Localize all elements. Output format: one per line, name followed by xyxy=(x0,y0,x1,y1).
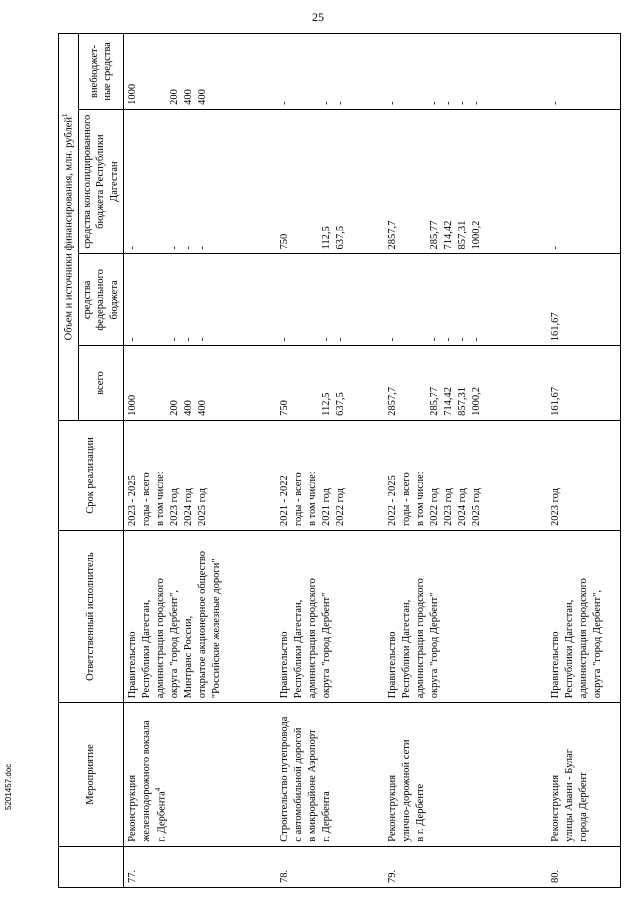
periods-line: 2022 год xyxy=(429,488,441,527)
federal-line: - xyxy=(443,337,455,342)
total-line: 1000 xyxy=(127,394,139,416)
extra-line: 400 xyxy=(183,89,195,105)
federal-line: 161,67 xyxy=(550,312,562,342)
executor-line: Республики Дагестан, xyxy=(141,599,153,699)
executor-line: Республики Дагестан, xyxy=(564,599,576,699)
table-row xyxy=(384,34,547,888)
extra-line xyxy=(140,38,154,105)
table-row xyxy=(276,34,385,888)
executor-line: округа "город Дербент" xyxy=(429,592,441,699)
regional-line: - xyxy=(169,245,181,250)
table-body xyxy=(124,34,621,888)
cell-event xyxy=(547,703,620,846)
header-no xyxy=(59,846,124,887)
total-line: 1000,2 xyxy=(471,386,483,416)
event-line: Реконструкция xyxy=(387,774,399,842)
periods-line: 2021 год xyxy=(320,488,332,527)
table-row xyxy=(124,34,276,888)
periods-line: годы - всего xyxy=(141,472,153,527)
cell-federal xyxy=(276,254,385,346)
extra-line: - xyxy=(471,101,483,105)
cell-event xyxy=(276,703,385,846)
total-line: 750 xyxy=(278,400,290,416)
document-id: 5201457.doc xyxy=(4,763,13,810)
federal-line xyxy=(400,258,414,341)
federal-line: - xyxy=(457,337,469,342)
cell-periods xyxy=(276,420,385,530)
executor-line: Правительство xyxy=(387,631,399,699)
extra-line: - xyxy=(443,101,455,105)
event-line: г. Дербента$^4$ xyxy=(154,787,168,842)
regional-line xyxy=(400,114,414,250)
cell-total xyxy=(276,346,385,421)
cell-extra xyxy=(276,34,385,110)
extra-line: 1000 xyxy=(127,83,139,105)
header-funding-footnote: 1 xyxy=(61,113,69,118)
total-line xyxy=(306,350,320,416)
cell-regional xyxy=(124,109,276,254)
executor-line: Правительство xyxy=(127,631,139,699)
periods-line: 2024 год xyxy=(457,488,469,527)
total-line xyxy=(400,350,414,416)
table-row xyxy=(547,34,620,888)
cell-no: 80. xyxy=(547,846,620,887)
federal-line: - xyxy=(169,337,181,342)
funding-table-rotated xyxy=(58,33,621,888)
periods-line: 2021 - 2022 xyxy=(278,475,290,527)
total-line: 112,5 xyxy=(320,392,332,416)
federal-line: - xyxy=(387,337,399,342)
footnote-marker: 4 xyxy=(154,787,163,792)
regional-line: 2857,7 xyxy=(387,220,399,250)
regional-line xyxy=(414,114,428,250)
periods-line: 2025 год xyxy=(197,488,209,527)
header-funding-group-label: Объем и источники финансирования, млн. рублей xyxy=(63,117,75,341)
header-total: всего xyxy=(78,346,123,421)
event-line: в микрорайоне Аэропорт xyxy=(306,729,318,842)
periods-line: 2023 год xyxy=(169,488,181,527)
cell-regional xyxy=(384,109,547,254)
total-line: 857,31 xyxy=(457,386,469,416)
executor-line: Правительство xyxy=(278,631,290,699)
event-line: улицы Авани - Булаг xyxy=(564,748,576,842)
cell-federal xyxy=(384,254,547,346)
executor-line: округа "город Дербент", xyxy=(169,589,181,699)
extra-line xyxy=(414,38,428,105)
cell-total xyxy=(384,346,547,421)
header-extra: внебюджет-ные средства xyxy=(78,34,123,110)
cell-regional xyxy=(276,109,385,254)
total-line: 714,42 xyxy=(443,386,455,416)
cell-extra xyxy=(384,34,547,110)
executor-line: администрация городского xyxy=(415,578,427,699)
federal-line xyxy=(306,258,320,341)
cell-periods xyxy=(547,420,620,530)
federal-line: - xyxy=(183,337,195,342)
extra-line: - xyxy=(387,101,399,105)
extra-line: - xyxy=(457,101,469,105)
cell-regional xyxy=(547,109,620,254)
regional-line xyxy=(140,114,154,250)
header-regional: средства консолидированного бюджета Республики Дагестан xyxy=(78,109,123,254)
federal-line xyxy=(292,258,306,341)
header-period: Срок реализации xyxy=(59,420,124,530)
periods-line: годы - всего xyxy=(401,472,413,527)
header-event: Мероприятие xyxy=(59,703,124,846)
periods-line: в том числе: xyxy=(415,471,427,527)
cell-federal xyxy=(547,254,620,346)
executor-line: Правительство xyxy=(550,631,562,699)
total-line: 161,67 xyxy=(550,386,562,416)
extra-line xyxy=(306,38,320,105)
executor-line: администрация городского xyxy=(155,578,167,699)
executor-line: администрация городского xyxy=(306,578,318,699)
header-federal: средства федерального бюджета xyxy=(78,254,123,346)
cell-extra xyxy=(547,34,620,110)
header-funding-group xyxy=(59,34,79,421)
event-line: Реконструкция xyxy=(127,774,139,842)
federal-line xyxy=(140,258,154,341)
executor-line: Минтранс России, xyxy=(183,615,195,699)
periods-line: 2022 - 2025 xyxy=(387,475,399,527)
extra-line: - xyxy=(550,101,562,105)
regional-line xyxy=(154,114,168,250)
cell-periods xyxy=(124,420,276,530)
periods-line: 2023 - 2025 xyxy=(127,475,139,527)
regional-line: - xyxy=(550,245,562,250)
regional-line xyxy=(292,114,306,250)
extra-line: - xyxy=(278,101,290,105)
periods-line: 2023 год xyxy=(443,488,455,527)
total-line: 400 xyxy=(197,400,209,416)
total-line xyxy=(292,350,306,416)
total-line: 2857,7 xyxy=(387,386,399,416)
cell-executor xyxy=(384,531,547,703)
regional-line: - xyxy=(183,245,195,250)
federal-line xyxy=(154,258,168,341)
event-line: г. Дербента xyxy=(320,791,332,842)
cell-executor xyxy=(547,531,620,703)
federal-line: - xyxy=(334,337,346,342)
extra-line: - xyxy=(429,101,441,105)
extra-line xyxy=(400,38,414,105)
cell-total xyxy=(124,346,276,421)
executor-line: округа "город Дербент", xyxy=(592,589,604,699)
total-line xyxy=(414,350,428,416)
periods-line: 2025 год xyxy=(471,488,483,527)
periods-line: годы - всего xyxy=(292,472,304,527)
cell-no: 77. xyxy=(124,846,276,887)
federal-line: - xyxy=(429,337,441,342)
total-line: 637,5 xyxy=(334,392,346,416)
cell-periods xyxy=(384,420,547,530)
event-line: города Дербент xyxy=(578,772,590,842)
regional-line: 637,5 xyxy=(334,225,346,250)
total-line: 400 xyxy=(183,400,195,416)
cell-executor xyxy=(124,531,276,703)
total-line xyxy=(140,350,154,416)
regional-line xyxy=(306,114,320,250)
periods-line: 2022 год xyxy=(334,488,346,527)
extra-line xyxy=(154,38,168,105)
cell-no: 79. xyxy=(384,846,547,887)
periods-line: в том числе: xyxy=(306,471,318,527)
executor-line: округа "город Дербент" xyxy=(320,592,332,699)
cell-extra xyxy=(124,34,276,110)
periods-line: 2023 год xyxy=(550,488,562,527)
event-line: железнодорожного вокзала xyxy=(141,720,153,842)
total-line xyxy=(154,350,168,416)
cell-no: 78. xyxy=(276,846,385,887)
federal-line: - xyxy=(197,337,209,342)
federal-line xyxy=(414,258,428,341)
event-line: Реконструкция xyxy=(550,774,562,842)
extra-line: - xyxy=(320,101,332,105)
regional-line: 285,77 xyxy=(429,220,441,250)
regional-line: 750 xyxy=(278,233,290,250)
event-line: в г. Дербенте xyxy=(415,783,427,842)
federal-line: - xyxy=(471,337,483,342)
event-line: с автомобильной дорогой xyxy=(292,727,304,842)
regional-line: 112,5 xyxy=(320,226,332,250)
executor-line: открытое акционерное общество xyxy=(197,550,209,699)
event-line: улично-дорожной сети xyxy=(401,739,413,842)
regional-line: 1000,2 xyxy=(471,220,483,250)
page-number: 25 xyxy=(312,10,324,24)
cell-event xyxy=(384,703,547,846)
extra-line: 400 xyxy=(197,89,209,105)
event-line: Строительство путепровода xyxy=(278,716,290,842)
total-line: 285,77 xyxy=(429,386,441,416)
cell-total xyxy=(547,346,620,421)
periods-line: 2024 год xyxy=(183,488,195,527)
regional-line: - xyxy=(127,245,139,250)
total-line: 200 xyxy=(169,400,181,416)
executor-line: "Российские железные дороги" xyxy=(211,558,223,699)
extra-line xyxy=(292,38,306,105)
federal-line: - xyxy=(320,337,332,342)
regional-line: - xyxy=(197,245,209,250)
executor-line: администрация городского xyxy=(578,578,590,699)
funding-table xyxy=(58,33,621,888)
federal-line: - xyxy=(127,337,139,342)
extra-line: 200 xyxy=(169,89,181,105)
executor-line: Республики Дагестан, xyxy=(292,599,304,699)
extra-line: - xyxy=(334,101,346,105)
regional-line: 857,31 xyxy=(457,220,469,250)
periods-line: в том числе: xyxy=(155,471,167,527)
cell-executor xyxy=(276,531,385,703)
cell-event xyxy=(124,703,276,846)
executor-line: Республики Дагестан, xyxy=(401,599,413,699)
cell-federal xyxy=(124,254,276,346)
federal-line: - xyxy=(278,337,290,342)
header-executor: Ответственный исполнитель xyxy=(59,531,124,703)
regional-line: 714,42 xyxy=(443,220,455,250)
